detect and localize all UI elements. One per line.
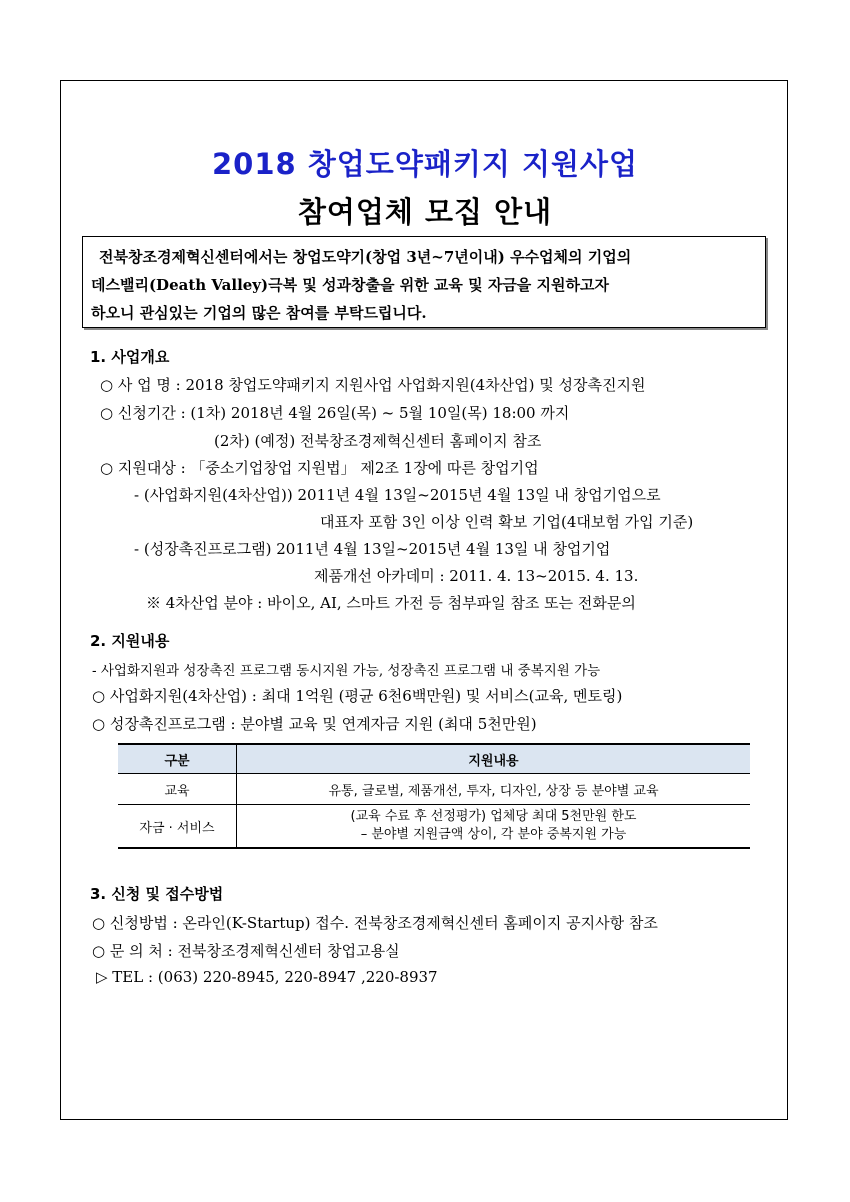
section3-item-contact: ○ 문 의 처 : 전북창조경제혁신센터 창업고용실 <box>92 942 400 960</box>
intro-line-3: 하오니 관심있는 기업의 많은 참여를 부탁드립니다. <box>91 304 427 322</box>
section1-target-commercialization: - (사업화지원(4차산업)) 2011년 4월 13일~2015년 4월 13일 내 창업기업으로 <box>134 486 661 504</box>
section2-item-commercialization: ○ 사업화지원(4차산업) : 최대 1억원 (평균 6천6백만원) 및 서비스(교육, 멘토링) <box>92 687 623 705</box>
section1-target-growth-academy: 제품개선 아카데미 : 2011. 4. 13~2015. 4. 13. <box>314 567 639 585</box>
title-line-1: 2018 창업도약패키지 지원사업 <box>211 147 639 181</box>
table-row <box>118 805 750 849</box>
section1-note-industry: ※ 4차산업 분야 : 바이오, AI, 스마트 가전 등 첨부파일 참조 또는 전화문의 <box>146 594 636 612</box>
title-line-2: 참여업체 모집 안내 <box>297 195 553 229</box>
section1-target-growth: - (성장촉진프로그램) 2011년 4월 13일~2015년 4월 13일 내 창업기업 <box>134 540 611 558</box>
support-table <box>118 743 750 849</box>
section3-item-tel: ▷ TEL : (063) 220-8945, 220-8947 ,220-8937 <box>96 968 438 986</box>
table-cell-content: 유통, 글로벌, 제품개선, 투자, 디자인, 상장 등 분야별 교육 <box>237 774 751 805</box>
section2-item-growth: ○ 성장촉진프로그램 : 분야별 교육 및 연계자금 지원 (최대 5천만원) <box>92 715 537 733</box>
table-cell-category: 교육 <box>118 774 237 805</box>
section1-target-commercialization-cond: 대표자 포함 3인 이상 인력 확보 기업(4대보험 가입 기준) <box>320 513 694 531</box>
table-header-content: 지원내용 <box>237 744 751 774</box>
table-cell-category: 자금 · 서비스 <box>118 805 237 849</box>
section1-item-period-2: (2차) (예정) 전북창조경제혁신센터 홈페이지 참조 <box>214 432 542 450</box>
table-row <box>118 774 750 805</box>
table-header-row <box>118 744 750 774</box>
table-cell-content-line-1: (교육 수료 후 선정평가) 업체당 최대 5천만원 한도 <box>350 809 637 824</box>
section1-heading: 1. 사업개요 <box>90 348 170 366</box>
intro-box <box>82 236 766 328</box>
section2-note: - 사업화지원과 성장촉진 프로그램 동시지원 가능, 성장촉진 프로그램 내 중복지원 가능 <box>92 663 601 679</box>
intro-line-1: 전북창조경제혁신센터에서는 창업도약기(창업 3년~7년이내) 우수업체의 기업의 <box>99 248 632 266</box>
section1-item-target: ○ 지원대상 : 「중소기업창업 지원법」 제2조 1장에 따른 창업기업 <box>100 459 539 477</box>
table-cell-content <box>237 805 751 849</box>
intro-line-2: 데스밸리(Death Valley)극복 및 성과창출을 위한 교육 및 자금을 지원하고자 <box>91 276 609 294</box>
section3-item-method: ○ 신청방법 : 온라인(K-Startup) 접수. 전북창조경제혁신센터 홈페이지 공지사항 참조 <box>92 914 658 932</box>
table-header-category: 구분 <box>118 744 237 774</box>
section1-item-project-name: ○ 사 업 명 : 2018 창업도약패키지 지원사업 사업화지원(4차산업) 및 성장촉진지원 <box>100 376 646 394</box>
section2-heading: 2. 지원내용 <box>90 632 170 650</box>
table-cell-content-line-2: – 분야별 지원금액 상이, 각 분야 중복지원 가능 <box>360 827 627 842</box>
section1-item-period-1: ○ 신청기간 : (1차) 2018년 4월 26일(목) ~ 5월 10일(목) 18:00 까지 <box>100 404 570 422</box>
section3-heading: 3. 신청 및 접수방법 <box>90 885 224 903</box>
